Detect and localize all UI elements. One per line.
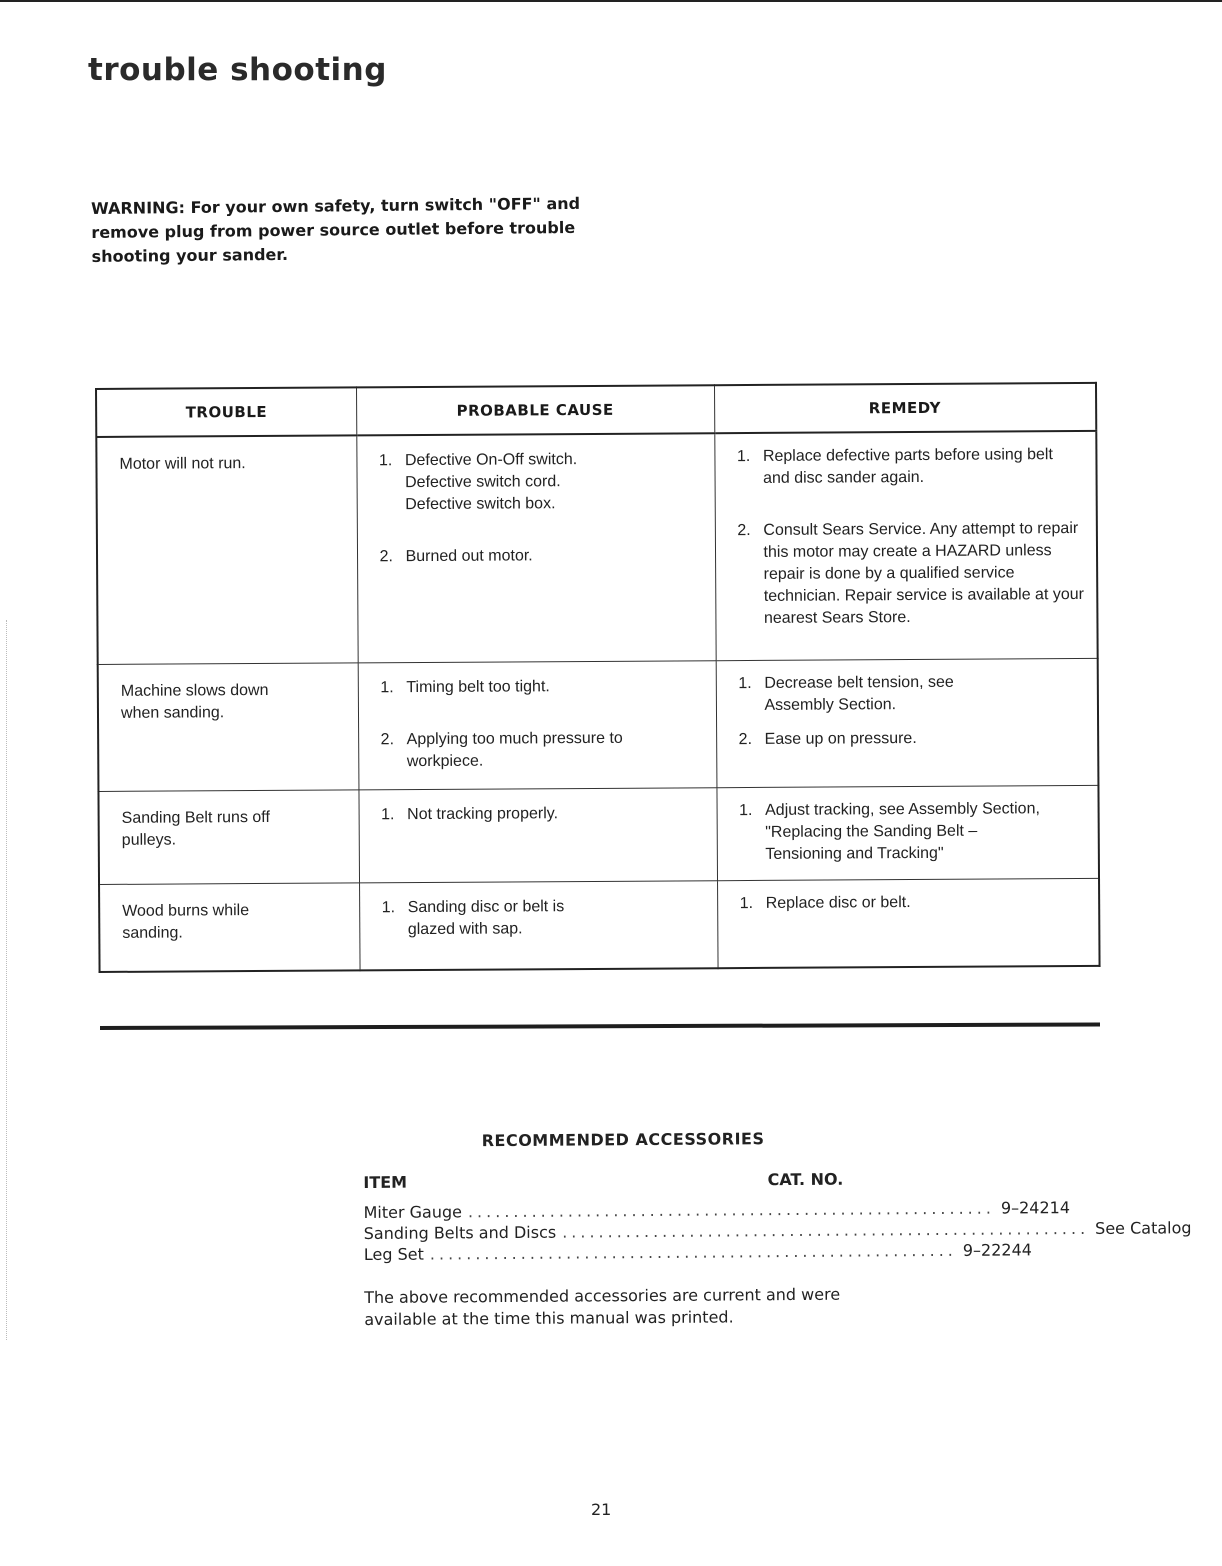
- list-item: 1. Sanding disc or belt is glazed with sap.: [381, 898, 565, 939]
- remedy-list: [737, 444, 1085, 630]
- accessory-cat-no: 9–24214: [1000, 1198, 1071, 1218]
- cause-cell: [358, 788, 717, 883]
- list-item: 1. Decrease belt tension, see Assembly Section.: [738, 673, 954, 714]
- recommended-accessories: [363, 1129, 1192, 1331]
- cause-cell: [358, 661, 717, 790]
- trouble-cell: Machine slows down when sanding.: [98, 663, 359, 792]
- list-item: 1. Defective On-Off switch. Defective switch cord. Defective switch box.: [378, 451, 578, 514]
- page-number: 21: [591, 1500, 612, 1519]
- cause-cell: [359, 881, 718, 971]
- accessories-note: The above recommended accessories are current and were available at the time this manual was printed.: [364, 1284, 841, 1329]
- list-item: 1. Replace defective parts before using belt and disc sander again.: [736, 446, 1053, 487]
- cause-list: [381, 802, 706, 826]
- leader-dots: ..........................................................: [562, 1218, 1090, 1242]
- leader-dots: ..........................................................: [467, 1198, 995, 1222]
- cause-list: [382, 895, 707, 941]
- list-item: 2. Consult Sears Service. Any attempt to repair this motor may create a HAZARD unless repair is done by a qualified service technician. Repair service is available at your nearest Sears Store.: [737, 519, 1084, 627]
- list-item: 1. Not tracking properly.: [381, 805, 559, 824]
- accessory-cat-no: See Catalog: [1095, 1218, 1192, 1238]
- remedy-cell: [717, 878, 1100, 968]
- accessories-title: RECOMMENDED ACCESSORIES: [481, 1129, 765, 1151]
- troubleshooting-table: [95, 382, 1101, 973]
- remedy-list: [740, 891, 1087, 915]
- list-item: 1. Adjust tracking, see Assembly Section, "Replacing the Sanding Belt – Tensioning and Tracking": [739, 800, 1040, 863]
- top-border-rule: [0, 0, 1222, 2]
- list-item: 2. Ease up on pressure.: [738, 729, 917, 749]
- table-row: [98, 658, 1099, 791]
- table-header-row: [96, 383, 1096, 437]
- remedy-list: [738, 671, 1085, 751]
- safety-warning: WARNING: For your own safety, turn switch "OFF" and remove plug from power source outlet before trouble shooting your sander.: [91, 193, 581, 266]
- trouble-cell: Motor will not run.: [96, 435, 357, 664]
- cause-list: [379, 448, 705, 568]
- page-title: trouble shooting: [88, 52, 387, 88]
- remedy-cell: [714, 431, 1097, 661]
- troubleshooting-table-wrap: [95, 382, 1099, 973]
- cause-cell: [356, 433, 715, 663]
- item-header: ITEM: [363, 1172, 408, 1192]
- accessory-name: Sanding Belts and Discs: [363, 1222, 557, 1243]
- header-trouble: TROUBLE: [96, 387, 356, 437]
- scan-margin-specks: [6, 620, 9, 1340]
- header-remedy: REMEDY: [714, 383, 1096, 433]
- accessory-row: [363, 1240, 1032, 1265]
- table-row: [96, 431, 1097, 665]
- table-row: [98, 785, 1099, 884]
- remedy-cell: [716, 785, 1099, 880]
- list-item: 2. Applying too much pressure to workpiece.: [380, 729, 623, 771]
- cause-list: [380, 675, 706, 773]
- trouble-cell: Wood burns while sanding.: [99, 883, 360, 972]
- list-item: 2. Burned out motor.: [379, 547, 533, 566]
- accessory-name: Miter Gauge: [363, 1202, 463, 1222]
- cat-no-header: CAT. NO.: [767, 1169, 844, 1190]
- trouble-cell: Sanding Belt runs off pulleys.: [98, 790, 359, 885]
- remedy-list: [739, 798, 1086, 866]
- accessory-name: Leg Set: [363, 1244, 424, 1264]
- header-probable-cause: PROBABLE CAUSE: [356, 385, 714, 435]
- list-item: 1. Timing belt too tight.: [380, 678, 550, 697]
- accessory-cat-no: 9–22244: [962, 1240, 1032, 1260]
- accessories-header: [363, 1170, 843, 1192]
- table-row: [99, 878, 1100, 972]
- remedy-cell: [716, 658, 1099, 787]
- leader-dots: ..........................................................: [429, 1240, 957, 1264]
- list-item: 1. Replace disc or belt.: [739, 894, 911, 913]
- section-divider: [100, 1023, 1100, 1030]
